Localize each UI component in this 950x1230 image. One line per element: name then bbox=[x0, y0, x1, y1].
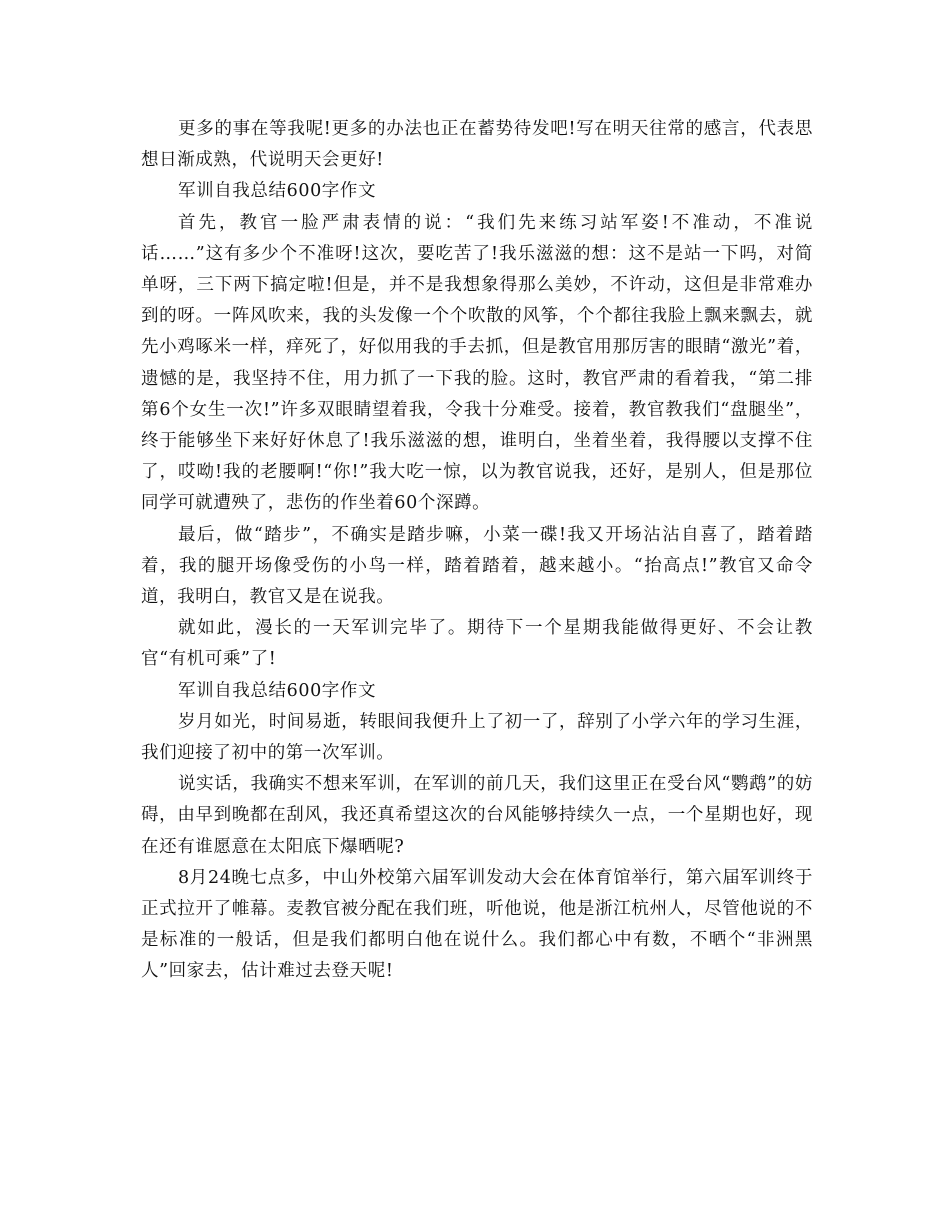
paragraph: 最后，做“踏步”，不确实是踏步嘛，小菜一碟!我又开场沾沾自喜了，踏着踏着，我的腿开场像受伤的小鸟一样，踏着踏着，越来越小。“抬高点!”教官又命令道，我明白，教官又是在说我。 bbox=[141, 524, 813, 608]
section-heading: 军训自我总结600字作文 bbox=[178, 680, 377, 701]
document-body bbox=[141, 114, 813, 988]
paragraph: 更多的事在等我呢!更多的办法也正在蓄势待发吧!写在明天往常的感言，代表思想日渐成熟，代说明天会更好! bbox=[141, 119, 813, 171]
paragraph: 8月24晚七点多，中山外校第六届军训发动大会在体育馆举行，第六届军训终于正式拉开了帷幕。麦教官被分配在我们班，听他说，他是浙江杭州人，尽管他说的不是标准的一般话，但是我们都明白他在说什么。我们都心中有数，不晒个“非洲黑人”回家去，估计难过去登天呢! bbox=[141, 867, 813, 982]
section-heading: 军训自我总结600字作文 bbox=[178, 181, 377, 202]
paragraph: 首先，教官一脸严肃表情的说：“我们先来练习站军姿!不准动，不准说话……”这有多少个不准呀!这次，要吃苦了!我乐滋滋的想：这不是站一下吗，对简单呀，三下两下搞定啦!但是，并不是我想象得那么美妙，不许动，这但是非常难办到的呀。一阵风吹来，我的头发像一个个吹散的风筝，个个都往我脸上飘来飘去，就先小鸡啄米一样，痒死了，好似用我的手去抓，但是教官用那厉害的眼睛“激光”着，遗憾的是，我坚持不住，用力抓了一下我的脸。这时，教官严肃的看着我，“第二排第6个女生一次!”许多双眼睛望着我，令我十分难受。接着，教官教我们“盘腿坐”，终于能够坐下来好好休息了!我乐滋滋的想，谁明白，坐着坐着，我得腰以支撑不住了，哎呦!我的老腰啊!“你!”我大吃一惊，以为教官说我，还好，是别人，但是那位同学可就遭殃了，悲伤的作坐着60个深蹲。 bbox=[141, 212, 813, 514]
paragraph: 就如此，漫长的一天军训完毕了。期待下一个星期我能做得更好、不会让教官“有机可乘”了! bbox=[141, 618, 813, 670]
paragraph: 岁月如光，时间易逝，转眼间我便升上了初一了，辞别了小学六年的学习生涯，我们迎接了初中的第一次军训。 bbox=[141, 711, 813, 764]
paragraph: 说实话，我确实不想来军训，在军训的前几天，我们这里正在受台风“鹦鹉”的妨碍，由早到晚都在刮风，我还真希望这次的台风能够持续久一点，一个星期也好，现在还有谁愿意在太阳底下爆晒呢? bbox=[141, 774, 813, 857]
